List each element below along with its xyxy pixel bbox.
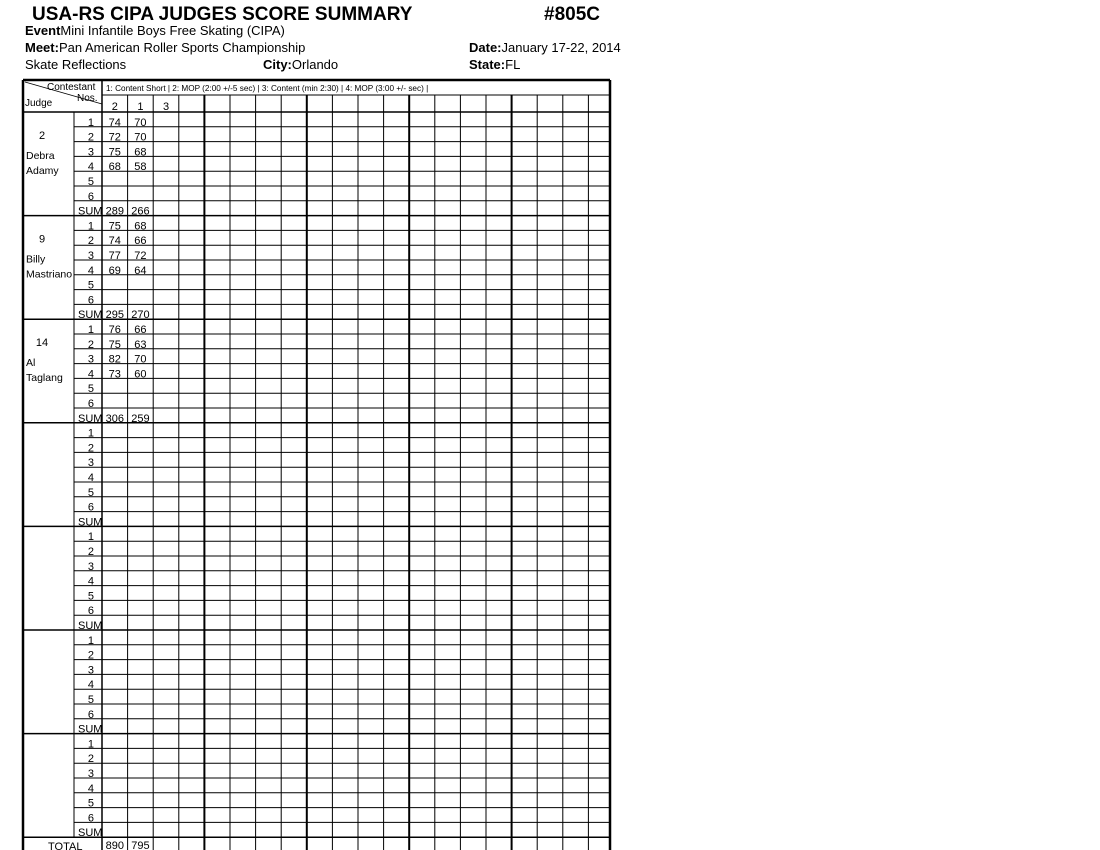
score-cell: 72: [108, 131, 121, 144]
row-label: 2: [87, 338, 94, 351]
score-cell: 64: [134, 264, 147, 277]
sum-cell: 289: [105, 205, 124, 218]
score-cell: 75: [108, 220, 121, 233]
row-label: 4: [87, 679, 94, 692]
row-label: 5: [87, 279, 94, 292]
judge-name: Mastriano: [26, 268, 73, 281]
sum-label: SUM: [78, 309, 103, 322]
score-cell: 76: [108, 324, 121, 336]
score-cell: 75: [108, 338, 121, 351]
row-label: 2: [87, 235, 94, 248]
score-cell: 72: [134, 250, 147, 262]
row-label: 2: [87, 546, 94, 558]
event-value: Mini Infantile Boys Free Skating (CIPA): [60, 23, 285, 38]
judge-name: Debra: [26, 150, 55, 162]
row-label: 5: [87, 590, 94, 603]
row-label: 4: [87, 782, 94, 795]
row-label: 6: [87, 501, 94, 514]
score-cell: 60: [134, 368, 147, 381]
row-label: 2: [87, 131, 94, 144]
city-value: Orlando: [291, 57, 339, 72]
row-label: 3: [87, 664, 94, 677]
sum-label: SUM: [78, 412, 103, 425]
row-label: 5: [87, 383, 94, 396]
score-cell: 68: [134, 220, 147, 233]
state-label: State:: [469, 57, 506, 72]
judge-name: Adamy: [26, 165, 59, 177]
row-label: 6: [87, 294, 94, 307]
score-cell: 75: [108, 146, 121, 159]
score-cell: 66: [134, 324, 147, 336]
event-label: Event: [25, 23, 61, 38]
score-cell: 74: [108, 116, 121, 129]
sum-cell: 259: [131, 412, 150, 425]
row-label: 3: [87, 457, 94, 470]
judge-number: 14: [35, 337, 49, 350]
score-cell: 69: [108, 264, 121, 277]
sum-label: SUM: [78, 723, 103, 736]
total-label: TOTAL: [48, 841, 83, 850]
row-label: 3: [87, 560, 94, 573]
total-cell: 795: [131, 840, 150, 850]
score-cell: 68: [134, 146, 147, 159]
sum-label: SUM: [78, 827, 103, 840]
contestant-number: 2: [111, 101, 118, 113]
score-cell: 68: [108, 161, 121, 174]
sum-cell: 306: [105, 412, 124, 425]
judge-number: 9: [38, 233, 46, 246]
row-label: 6: [87, 812, 94, 825]
row-label: 4: [87, 264, 94, 277]
score-cell: 74: [108, 235, 121, 248]
score-cell: 70: [134, 353, 147, 366]
score-cell: 66: [134, 235, 147, 248]
row-label: 1: [87, 324, 94, 336]
total-cell: 890: [105, 840, 124, 850]
criteria-legend: 1: Content Short | 2: MOP (2:00 +/-5 sec) | 3: Content (min 2:30) | 4: MOP (3:00 +/- sec) |: [106, 84, 429, 93]
judge-name: Taglang: [26, 372, 63, 385]
row-label: 1: [87, 738, 94, 751]
date-label: Date:: [469, 40, 502, 55]
judge-number: 2: [38, 130, 46, 142]
judge-name: Al: [26, 357, 36, 370]
row-label: 2: [87, 442, 94, 455]
score-cell: 58: [134, 161, 147, 174]
corner-contestant-label: Contestant: [47, 82, 96, 93]
state-value: FL: [505, 57, 521, 72]
score-cell: 82: [108, 353, 121, 366]
corner-judge-label: Judge: [25, 98, 53, 109]
row-label: 3: [87, 250, 94, 262]
contestant-number: 3: [162, 101, 170, 113]
row-label: 4: [87, 575, 94, 588]
score-cell: 70: [134, 116, 147, 129]
row-label: 4: [87, 472, 94, 484]
row-label: 2: [87, 753, 94, 766]
row-label: 1: [87, 220, 94, 233]
meet-value: Pan American Roller Sports Championship: [58, 40, 306, 55]
corner-nos-label: Nos.: [77, 93, 98, 104]
row-label: 6: [87, 708, 94, 721]
row-label: 4: [87, 368, 94, 381]
row-label: 5: [87, 694, 94, 706]
contestant-number: 1: [137, 101, 144, 113]
row-label: 5: [87, 797, 94, 810]
score-cell: 70: [134, 131, 147, 144]
sum-label: SUM: [78, 516, 103, 529]
sum-cell: 270: [131, 309, 150, 322]
club-name: Skate Reflections: [25, 57, 127, 72]
row-label: 6: [87, 605, 94, 618]
row-label: 1: [87, 531, 94, 544]
score-cell: 77: [108, 250, 121, 262]
page-title: USA-RS CIPA JUDGES SCORE SUMMARY: [32, 4, 413, 25]
meet-label: Meet:: [25, 40, 59, 55]
sum-cell: 266: [131, 205, 150, 218]
sum-label: SUM: [78, 620, 103, 632]
row-label: 5: [87, 176, 94, 188]
date-value: January 17-22, 2014: [501, 40, 621, 55]
sum-cell: 295: [105, 309, 124, 322]
judge-name: Billy: [26, 253, 46, 266]
row-label: 2: [87, 649, 94, 662]
row-label: 1: [87, 116, 94, 129]
row-label: 3: [87, 146, 94, 159]
row-label: 1: [87, 634, 94, 647]
row-label: 6: [87, 190, 94, 203]
score-cell: 63: [134, 338, 147, 351]
score-cell: 73: [108, 368, 121, 381]
form-number: #805C: [544, 4, 600, 25]
city-label: City:: [263, 57, 292, 72]
row-label: 4: [87, 161, 94, 174]
row-label: 3: [87, 768, 94, 780]
row-label: 6: [87, 398, 94, 410]
sum-label: SUM: [78, 205, 103, 218]
row-label: 5: [87, 486, 94, 499]
row-label: 1: [87, 427, 94, 440]
row-label: 3: [87, 353, 94, 366]
